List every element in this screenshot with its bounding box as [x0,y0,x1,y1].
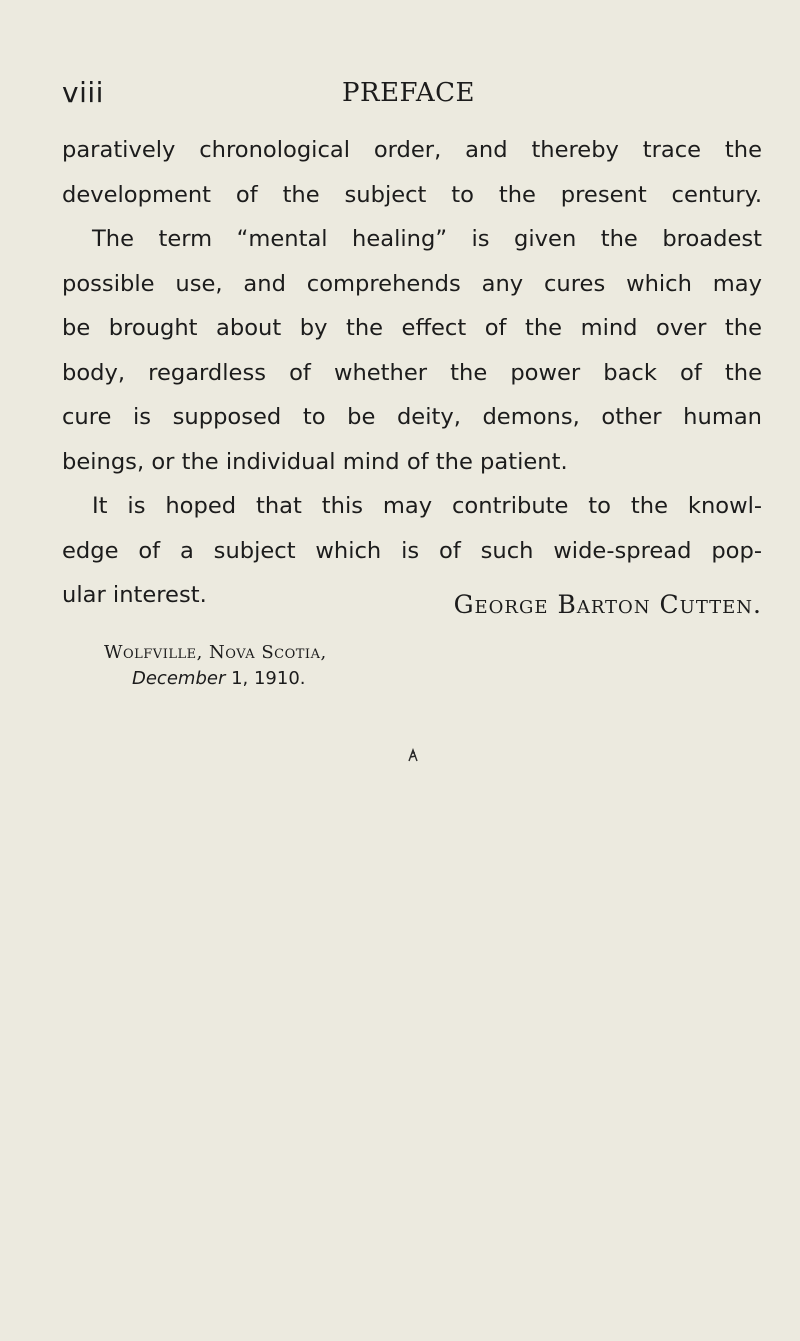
date-month: December [132,668,226,689]
text-line: edge of a subject which is of such wide-spread pop- [62,537,762,564]
text-line: cure is supposed to be deity, demons, other human [62,404,762,430]
text-line: development of the subject to the present century. [62,181,762,208]
text-line: It is hoped that this may contribute to the knowl- [92,493,762,519]
text-line: paratively chronological order, and thereby trace the [62,137,762,163]
preface-body [62,134,762,624]
date-line [132,668,306,690]
author-signature: George Barton Cutten. [453,590,762,619]
date-day-year: 1, 1910. [225,668,306,689]
text-line: ular interest. [62,582,207,608]
running-title: PREFACE [342,78,475,108]
text-line: beings, or the individual mind of the patient. [62,448,568,475]
ink-mark [407,748,419,762]
text-line: be brought about by the effect of the mind over the [62,315,762,341]
text-line: body, regardless of whether the power back of the [62,359,762,386]
text-line: The term “mental healing” is given the broadest [92,226,762,252]
place-line: Wolfville, Nova Scotia, [104,642,327,663]
page-number: viii [62,76,104,109]
text-line: possible use, and comprehends any cures which may [62,270,762,297]
running-head [62,76,762,110]
